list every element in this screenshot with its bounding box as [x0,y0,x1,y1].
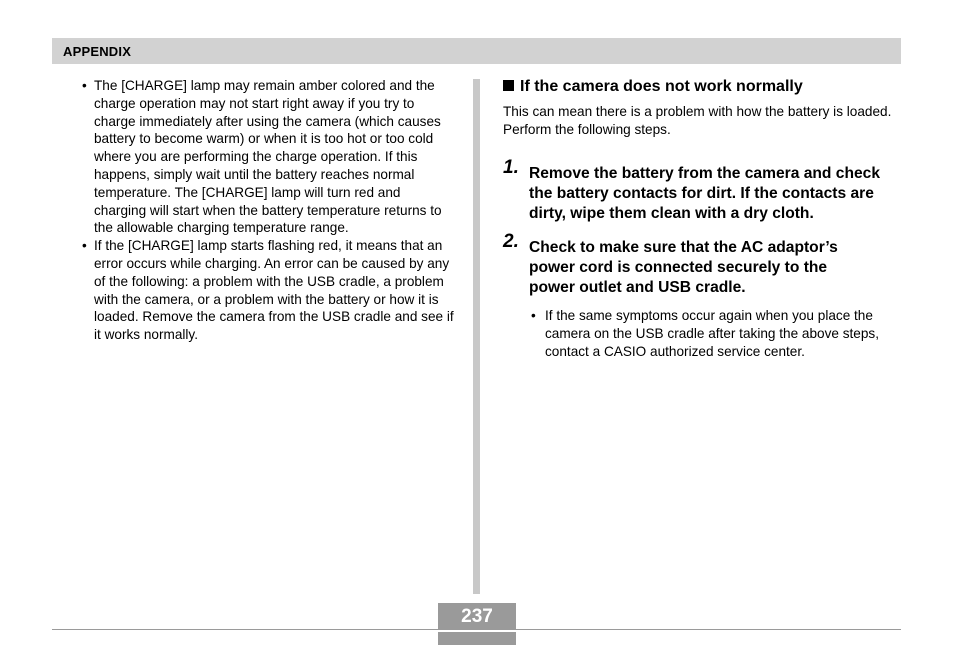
note-bullet [503,307,901,361]
bullet-text: If the [CHARGE] lamp starts flashing red, it means that an error occurs while charging. An error can be caused by any of the following: a problem with the USB cradle, a problem with the camera, or a problem with the battery or how it is loaded. Remove the camera from the USB cradle and see if it works normally. [94,238,454,343]
intro-text: This can mean there is a problem with how the battery is loaded. Perform the following steps. [503,104,892,137]
step-2 [503,231,874,298]
bullet-dot: • [82,238,87,254]
section-title: APPENDIX [63,44,132,59]
left-column [82,77,454,344]
step-text: Remove the battery from the camera and check the battery contacts for dirt. If the contacts are dirty, wipe them clean with a dry cloth. [529,165,880,222]
footer-rule [52,629,901,630]
bullet-item [82,77,454,237]
right-column [503,77,901,361]
section-heading-text: If the camera does not work normally [520,78,803,95]
step-text: Check to make sure that the AC adaptor’s power cord is connected securely to the power outlet and USB cradle. [529,239,838,296]
step-1 [503,157,901,224]
bullet-dot: • [82,78,87,93]
section-heading [503,77,901,97]
step-number: 2. [503,231,519,252]
page-number-box [438,603,516,645]
column-divider [473,79,480,594]
bullet-dot: • [531,308,536,323]
bullet-text: The [CHARGE] lamp may remain amber colored and the charge operation may not start right away if you try to charge immediately after using the camera (which causes battery to become warm) or when it is too hot or too cold where you are performing the charge operation. If this happens, simply wait until the battery reaches normal temperature. The [CHARGE] lamp will turn red and charging will start when the battery temperature returns to the allowable charging temperature range. [94,78,442,236]
note-text: If the same symptoms occur again when you place the camera on the USB cradle after taking the above steps, contact a CASIO authorized service center. [545,308,879,359]
page-number: 237 [461,606,493,627]
step-number: 1. [503,157,519,178]
square-bullet-icon [503,80,514,91]
bullet-item [82,237,454,344]
header-bar [52,38,901,64]
